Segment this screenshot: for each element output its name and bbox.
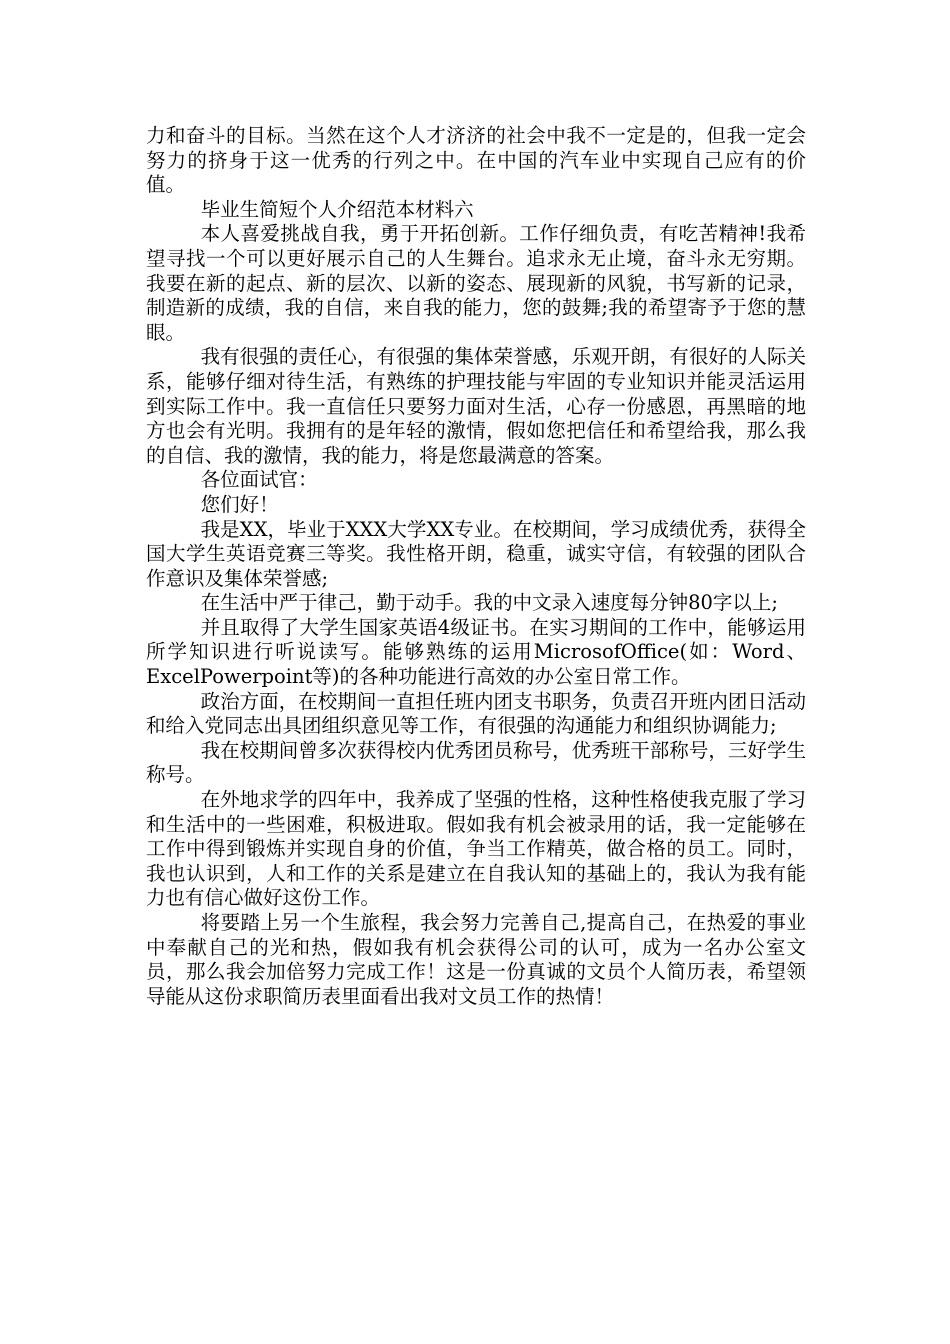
salutation-interviewers: 各位面试官： [200, 468, 318, 492]
section-heading: 毕业生简短个人介绍范本材料六 [200, 197, 474, 221]
paragraph-education: 我是XX，毕业于XXX大学XX专业。在校期间，学习成绩优秀，获得全国大学生英语竞赛三等奖。我性格开朗，稳重，诚实守信，有较强的团队合作意识及集体荣誉感; [146, 517, 806, 590]
paragraph-skills: 并且取得了大学生国家英语4级证书。在实习期间的工作中，能够运用所学知识进行听说读写。能够熟练的运用MicrosofOffice(如：Word、ExcelPowerpoint等)的各种功能进行高效的办公室日常工作。 [146, 615, 806, 689]
paragraph-continuation: 力和奋斗的目标。当然在这个人才济济的社会中我不一定是的，但我一定会努力的挤身于这一优秀的行列之中。在中国的汽车业中实现自己应有的价值。 [146, 124, 806, 197]
paragraph-character: 在外地求学的四年中，我养成了坚强的性格，这种性格使我克服了学习和生活中的一些困难，积极进取。假如我有机会被录用的话，我一定能够在工作中得到锻炼并实现自身的价值，争当工作精英，做合格的员工。同时，我也认识到，人和工作的关系是建立在自我认知的基础上的，我认为我有能力也有信心做好这份工作。 [146, 788, 806, 910]
paragraph-closing: 将要踏上另一个生旅程，我会努力完善自己,提高自己，在热爱的事业中奉献自己的光和热，假如我有机会获得公司的认可，成为一名办公室文员，那么我会加倍努力完成工作！这是一份真诚的文员个人简历表，希望领导能从这份求职简历表里面看出我对文员工作的热情！ [146, 911, 806, 1008]
greeting: 您们好！ [200, 492, 279, 516]
paragraph-political: 政治方面，在校期间一直担任班内团支书职务，负责召开班内团日活动和给入党同志出具团组织意见等工作，有很强的沟通能力和组织协调能力; [146, 689, 806, 738]
paragraph-self-intro: 本人喜爱挑战自我，勇于开拓创新。工作仔细负责，有吃苦精神!我希望寻找一个可以更好展示自己的人生舞台。追求永无止境，奋斗永无穷期。我要在新的起点、新的层次、以新的姿态、展现新的风貌，书写新的记录，制造新的成绩，我的自信，来自我的能力，您的鼓舞;我的希望寄予于您的慧眼。 [146, 222, 806, 344]
paragraph-responsibility: 我有很强的责任心，有很强的集体荣誉感，乐观开朗，有很好的人际关系，能够仔细对待生活，有熟练的护理技能与牢固的专业知识并能灵活运用到实际工作中。我一直信任只要努力面对生活，心存一份感恩，再黑暗的地方也会有光明。我拥有的是年轻的激情，假如您把信任和希望给我，那么我的自信、我的激情，我的能力，将是您最满意的答案。 [146, 345, 806, 467]
paragraph-honors: 我在校期间曾多次获得校内优秀团员称号，优秀班干部称号，三好学生称号。 [146, 738, 806, 787]
paragraph-life-habits: 在生活中严于律己，勤于动手。我的中文录入速度每分钟80字以上; [200, 591, 778, 615]
document-body [146, 124, 806, 1009]
